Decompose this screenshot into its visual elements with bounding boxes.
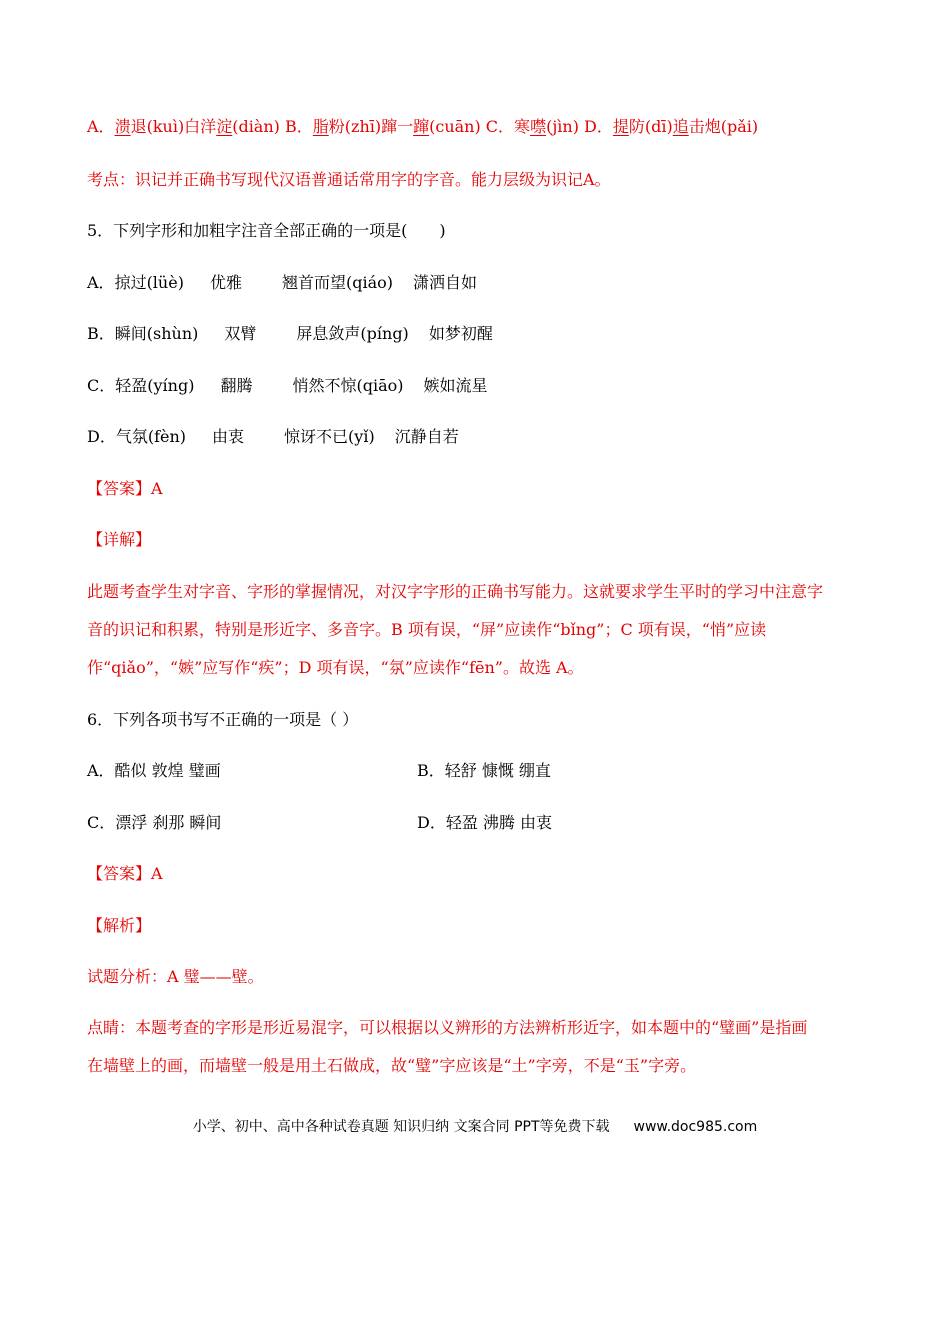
q5-detail-line-1: 此题考查学生对字音、字形的掌握情况，对汉字字形的正确书写能力。这就要求学生平时的学习中注意字 xyxy=(87,582,824,601)
q6-options-row-2 xyxy=(87,813,553,833)
option-word: 掠过(lüè) xyxy=(114,273,184,292)
q5-answer: 【答案】A xyxy=(87,479,163,498)
q5-option-d xyxy=(87,427,459,447)
option-label: A． xyxy=(87,273,115,292)
q4-text: A． xyxy=(87,117,115,136)
q6-dianjing-line-2: 在墙壁上的画，而墙壁一般是用土石做成，故“璧”字应该是“土”字旁，不是“玉”字旁。 xyxy=(87,1056,697,1075)
q4-options-line xyxy=(87,117,758,137)
q5-option-a xyxy=(87,273,477,293)
q6-answer: 【答案】A xyxy=(87,864,163,883)
q5-option-c xyxy=(87,376,488,396)
q4-text: 退(kuì)白洋 xyxy=(130,117,217,136)
q6-dianjing-line-1: 点睛：本题考查的字形是形近易混字，可以根据以义辨形的方法辨析形近字，如本题中的“璧画”是指画 xyxy=(87,1018,808,1037)
footer-url[interactable]: www.doc985.com xyxy=(633,1119,758,1135)
option-word: 沉静自若 xyxy=(394,427,459,446)
option-label: D． xyxy=(87,427,116,446)
option-word: 由衷 xyxy=(212,427,245,446)
option-word: 屏息敛声(píng) xyxy=(296,324,409,343)
q4-text: (diàn) B． xyxy=(232,117,313,136)
q4-underlined: 溃 xyxy=(114,117,131,136)
q4-text: 击炮(pǎi) xyxy=(688,117,759,136)
option-word: 轻盈(yíng) xyxy=(115,376,195,395)
q5-detail-line-2: 音的识记和积累，特别是形近字、多音字。B 项有误，“屏”应读作“bǐng”；C 项有误，“悄”应读 xyxy=(87,620,767,639)
q6-option-b: B．轻舒 慷慨 绷直 xyxy=(417,761,551,780)
q5-detail-heading: 【详解】 xyxy=(87,530,152,549)
q5-stem: 5．下列字形和加粗字注音全部正确的一项是( ) xyxy=(87,221,446,240)
q6-options-row-1 xyxy=(87,761,551,781)
option-word: 翻腾 xyxy=(220,376,253,395)
q6-option-c: C．漂浮 刹那 瞬间 xyxy=(87,813,222,832)
q4-underlined: 噤 xyxy=(530,117,547,136)
q4-text: (cuān) C．寒 xyxy=(429,117,531,136)
q4-text: (jìn) D． xyxy=(546,117,613,136)
q6-analysis: 试题分析：A 璧——壁。 xyxy=(87,967,264,986)
option-word: 如梦初醒 xyxy=(428,324,493,343)
option-label: B． xyxy=(87,324,115,343)
option-word: 双臂 xyxy=(224,324,257,343)
q4-underlined: 提 xyxy=(612,117,629,136)
q4-underlined: 追 xyxy=(672,117,689,136)
q4-underlined: 蹿 xyxy=(413,117,430,136)
footer-text: 小学、初中、高中各种试卷真题 知识归纳 文案合同 PPT等免费下载 xyxy=(192,1119,610,1135)
option-word: 瞬间(shùn) xyxy=(114,324,199,343)
q4-text: 防(dī) xyxy=(628,117,673,136)
q4-underlined: 脂 xyxy=(312,117,329,136)
option-word: 优雅 xyxy=(209,273,242,292)
option-word: 翘首而望(qiáo) xyxy=(281,273,393,292)
q6-stem: 6．下列各项书写不正确的一项是（ ） xyxy=(87,710,359,729)
q5-option-b xyxy=(87,324,493,344)
q6-analysis-heading: 【解析】 xyxy=(87,916,152,935)
option-word: 气氛(fèn) xyxy=(115,427,187,446)
q4-kaodian: 考点：识记并正确书写现代汉语普通话常用字的字音。能力层级为识记A。 xyxy=(87,170,611,189)
page-footer xyxy=(0,1116,950,1136)
q4-text: 粉(zhī)蹿一 xyxy=(328,117,414,136)
option-word: 潇洒自如 xyxy=(413,273,478,292)
q4-underlined: 淀 xyxy=(216,117,233,136)
q6-option-a: A．酷似 敦煌 璧画 xyxy=(87,761,221,780)
option-word: 惊讶不已(yǐ) xyxy=(284,427,375,446)
option-word: 悄然不惊(qiāo) xyxy=(292,376,404,395)
option-word: 嫉如流星 xyxy=(423,376,488,395)
q6-option-d: D．轻盈 沸腾 由衷 xyxy=(417,813,553,832)
q5-detail-line-3: 作“qiǎo”，“嫉”应写作“疾”；D 项有误，“氛”应读作“fēn”。故选 A。 xyxy=(87,658,584,677)
option-label: C． xyxy=(87,376,116,395)
